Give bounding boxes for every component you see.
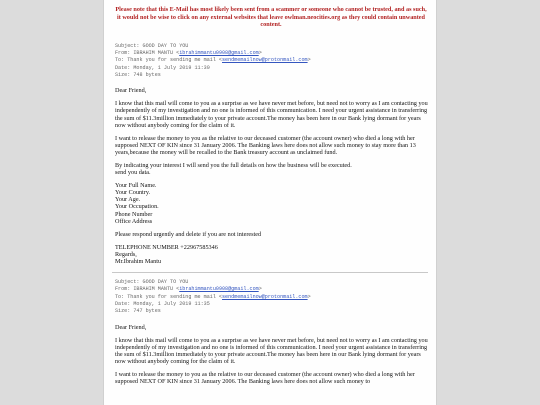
from-email-link[interactable]: ibrahimmantu0908@gmail.com <box>179 286 259 293</box>
closing <box>115 244 428 265</box>
list-item: Your Full Name. <box>115 182 157 190</box>
date-line: Date: Monday, 1 July 2019 11:35 <box>115 301 210 308</box>
email-1 <box>104 43 436 265</box>
paragraph-2: I want to release the money to you as the relative to our deceased customer (the account owner) who died a long with her supposed NEXT OF KIN since 31 January 2006. The Banking laws here does not allow such money to <box>115 371 415 386</box>
to-email-link[interactable]: sendmemailnow@protonmail.com <box>222 57 308 64</box>
list-item: Phone Number <box>115 210 153 218</box>
respond-line: Please respond urgently and delete if you are not interested <box>115 230 262 238</box>
data-request-list <box>115 182 428 225</box>
to-line: To: Thank you for sending me mail <sendmemailnow@protonmail.com> <box>115 293 311 300</box>
paragraph-2: I want to release the money to you as the relative to our deceased customer (the account owner) who died a long with her supposed NEXT OF KIN since 31 January 2006. The Banking laws here does not allow such money to stay more than 13 years,because the money will be recalled to the Bank treasury account as unclaimed fund. <box>115 134 416 156</box>
from-line: From: IBRAHIM MANTU <ibrahimmantu0908@gmail.com> <box>115 286 262 293</box>
greeting: Dear Friend, <box>115 323 147 331</box>
to-line: To: Thank you for sending me mail <sendmemailnow@protonmail.com> <box>115 57 311 64</box>
list-item: Your Occupation. <box>115 203 159 211</box>
email-2 <box>104 279 436 385</box>
email-body <box>115 324 428 386</box>
paragraph-3: By indicating your interest I will send you the full details on how the business will be executed. send you data. <box>115 162 352 177</box>
email-page <box>104 0 436 405</box>
phone-line: TELEPHONE NUMBER +22967585346 <box>115 243 218 251</box>
email-divider <box>112 272 428 273</box>
signature: Mr.Ibrahim Mantu <box>115 258 162 266</box>
regards: Regards, <box>115 250 137 258</box>
scam-warning: Please note that this E-Mail has most likely been sent from a scammer or someone who cannot be trusted, and as such, it would not be wise to click on any external websites that leave owlman.neocities.org as they could contain unwanted content. <box>115 6 427 29</box>
to-email-link[interactable]: sendmemailnow@protonmail.com <box>222 293 308 300</box>
subject-line: Subject: GOOD DAY TO YOU <box>115 279 189 286</box>
list-item: Your Country. <box>115 189 151 197</box>
paragraph-1: I know that this mail will come to you as a surprise as we have never met before, but need not to worry as I am contacting you independently of my investigation and no one is informed of this communication. I need your urgent assistance in transferring the sum of $11.3million immediately to your private account.The money has been here in our Bank lying dormant for years now without anybody coming for the claim of it. <box>115 336 428 365</box>
size-line: Size: 748 bytes <box>115 71 161 78</box>
from-line: From: IBRAHIM MANTU <ibrahimmantu0908@gmail.com> <box>115 50 262 57</box>
date-line: Date: Monday, 1 July 2019 11:30 <box>115 64 210 71</box>
subject-line: Subject: GOOD DAY TO YOU <box>115 42 189 49</box>
email-header <box>115 279 436 315</box>
email-header <box>115 43 436 79</box>
list-item: Office Address <box>115 217 153 225</box>
paragraph-1: I know that this mail will come to you as a surprise as we have never met before, but need not to worry as I am contacting you independently of my investigation and no one is informed of this communication. I need your urgent assistance in transferring the sum of $11.3million immediately to your private account.The money has been here in our Bank lying dormant for years now without anybody coming for the claim of it. <box>115 100 428 129</box>
from-email-link[interactable]: ibrahimmantu0908@gmail.com <box>179 50 259 57</box>
size-line: Size: 747 bytes <box>115 308 161 315</box>
list-item: Your Age. <box>115 196 141 204</box>
email-body <box>115 87 428 265</box>
greeting: Dear Friend, <box>115 87 147 95</box>
